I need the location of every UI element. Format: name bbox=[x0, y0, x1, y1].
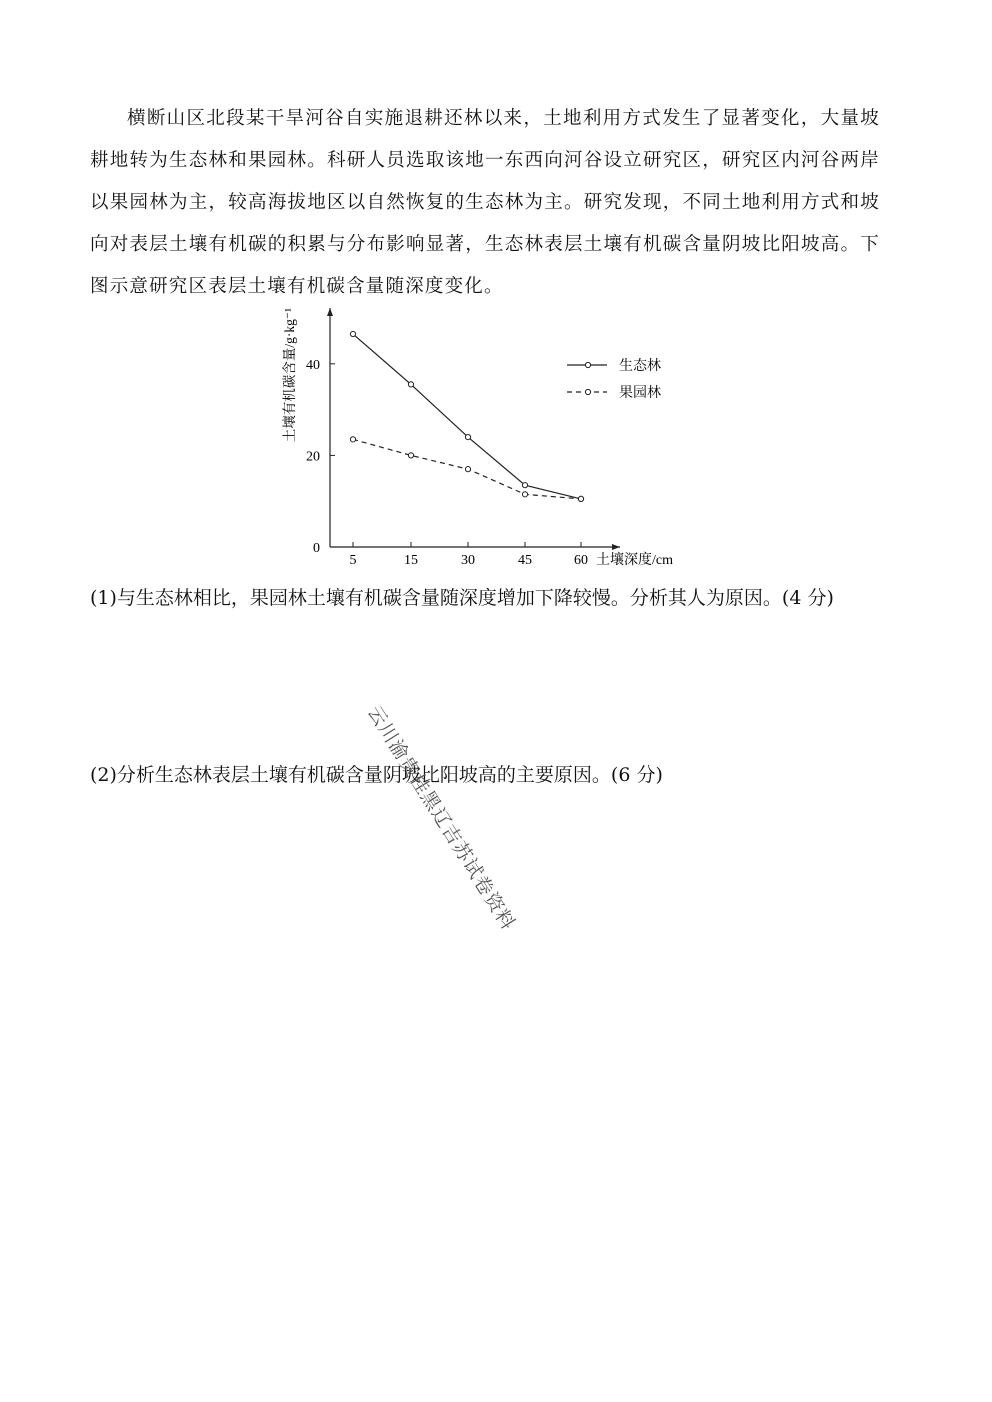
x-tick-label: 5 bbox=[349, 553, 357, 568]
y-axis-arrow bbox=[327, 308, 333, 316]
soil-carbon-chart bbox=[270, 300, 700, 575]
series-2-point bbox=[522, 492, 527, 497]
legend-label-2: 果园林 bbox=[619, 385, 661, 401]
series-2-point bbox=[465, 467, 470, 472]
series-2-point bbox=[408, 453, 413, 458]
series-1-point bbox=[465, 434, 470, 439]
y-tick-label: 20 bbox=[306, 449, 320, 465]
legend-label-1: 生态林 bbox=[619, 358, 661, 374]
legend-marker-1 bbox=[585, 362, 590, 367]
x-tick-label: 45 bbox=[518, 553, 532, 568]
series-line-1 bbox=[353, 334, 581, 499]
x-tick-label: 60 bbox=[574, 553, 588, 568]
x-axis-label: 土壤深度/cm bbox=[596, 553, 673, 568]
x-tick-label: 30 bbox=[461, 553, 475, 568]
question-1: (1)与生态林相比，果园林土壤有机碳含量随深度增加下降较慢。分析其人为原因。(4 分) bbox=[90, 587, 834, 609]
series-1-point bbox=[350, 331, 355, 336]
series-2-point bbox=[350, 437, 355, 442]
question-2: (2)分析生态林表层土壤有机碳含量阴坡比阳坡高的主要原因。(6 分) bbox=[90, 764, 663, 786]
y-tick-label: 40 bbox=[306, 357, 320, 373]
legend-marker-2 bbox=[585, 389, 590, 394]
y-tick-label: 0 bbox=[313, 541, 320, 556]
y-axis-label: 土壤有机碳含量/g·kg⁻¹ bbox=[282, 307, 297, 443]
x-axis-arrow bbox=[612, 544, 620, 550]
passage: 横断山区北段某干旱河谷自实施退耕还林以来，土地利用方式发生了显著变化，大量坡耕地转为生态林和果园林。科研人员选取该地一东西向河谷设立研究区，研究区内河谷两岸以果园林为主，较高海拔地区以自然恢复的生态林为主。研究发现，不同土地利用方式和坡向对表层土壤有机碳的积累与分布影响显著，生态林表层土壤有机碳含量阴坡比阳坡高。下图示意研究区表层土壤有机碳含量随深度变化。 bbox=[90, 108, 880, 297]
series-2-point bbox=[578, 496, 583, 501]
chart-svg bbox=[270, 300, 700, 575]
watermark: 云川渝贵桂黑辽吉苏试卷资料 bbox=[362, 702, 520, 935]
x-tick-label: 15 bbox=[404, 553, 418, 568]
series-1-point bbox=[522, 483, 527, 488]
series-1-point bbox=[408, 382, 413, 387]
